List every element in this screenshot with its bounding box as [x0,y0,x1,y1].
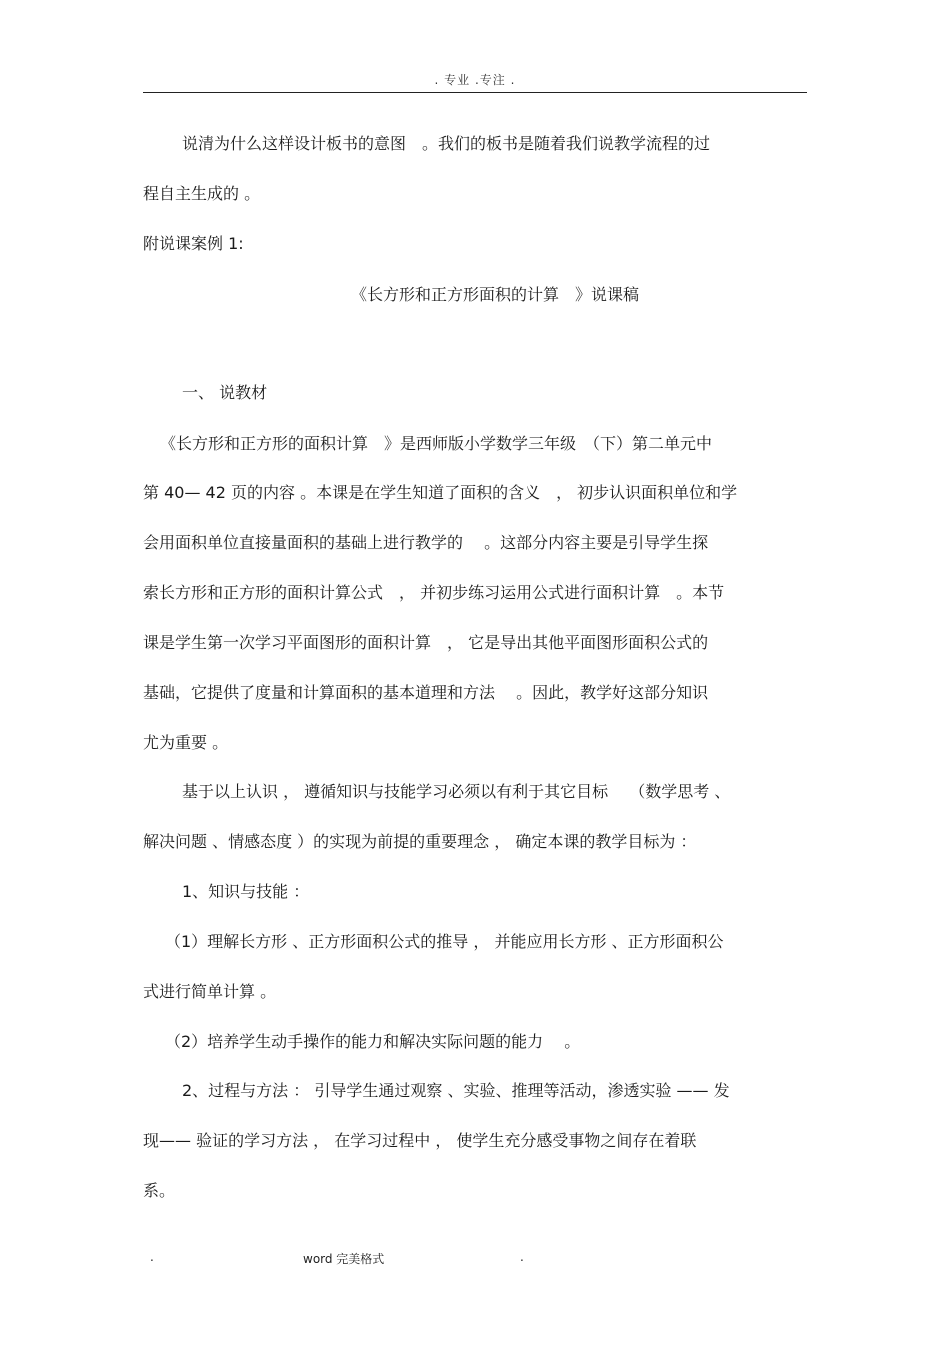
page-header: . 专业 .专注 . [434,73,516,87]
body-line-11: 尤为重要 。 [143,733,229,752]
body-line-8: 索长方形和正方形的面积计算公式 ， 并初步练习运用公式进行面积计算 。本节 [143,583,725,602]
document-title: 《长方形和正方形面积的计算 》说课稿 [350,285,639,304]
body-line-2: 程自主生成的 。 [143,184,261,203]
body-line-6: 第 40— 42 页的内容 。本课是在学生知道了面积的含义 ， 初步认识面积单位和学 [143,483,738,502]
body-line-19: 现—— 验证的学习方法 ， 在学习过程中 ， 使学生充分感受事物之间存在着联 [143,1131,697,1150]
body-line-1: 说清为什么这样设计板书的意图 。我们的板书是随着我们说教学流程的过 [182,134,711,153]
body-line-17: （2）培养学生动手操作的能力和解决实际问题的能力 。 [165,1032,581,1051]
body-line-7: 会用面积单位直接量面积的基础上进行教学的 。这部分内容主要是引导学生探 [143,533,709,552]
footer-right-dot: . [520,1250,524,1264]
body-line-16: 式进行简单计算 。 [143,982,277,1001]
footer-text: word 完美格式 [303,1252,385,1266]
body-line-9: 课是学生第一次学习平面图形的面积计算 ， 它是导出其他平面图形面积公式的 [143,633,709,652]
body-line-20: 系。 [143,1181,176,1200]
body-line-13: 解决问题 、情感态度 ）的实现为前提的重要理念 ， 确定本课的教学目标为 ： [143,832,697,851]
body-line-12: 基于以上认识 ， 遵循知识与技能学习必须以有利于其它目标 （数学思考 、 [182,782,731,801]
header-rule [143,92,807,93]
footer-left-dot: . [150,1250,154,1264]
body-line-14: 1、知识与技能 ： [182,882,310,901]
body-line-10: 基础，它提供了度量和计算面积的基本道理和方法 。因此，教学好这部分知识 [143,683,709,702]
body-line-5: 《长方形和正方形的面积计算 》是西师版小学数学三年级 （下）第二单元中 [160,434,713,453]
section-heading: 一、 说教材 [182,383,268,402]
body-line-18: 2、过程与方法 ： 引导学生通过观察 、实验、推理等活动，渗透实验 —— 发 [182,1081,730,1100]
body-line-3: 附说课案例 1: [143,234,244,253]
body-line-15: （1）理解长方形 、正方形面积公式的推导 ， 并能应用长方形 、正方形面积公 [165,932,724,951]
